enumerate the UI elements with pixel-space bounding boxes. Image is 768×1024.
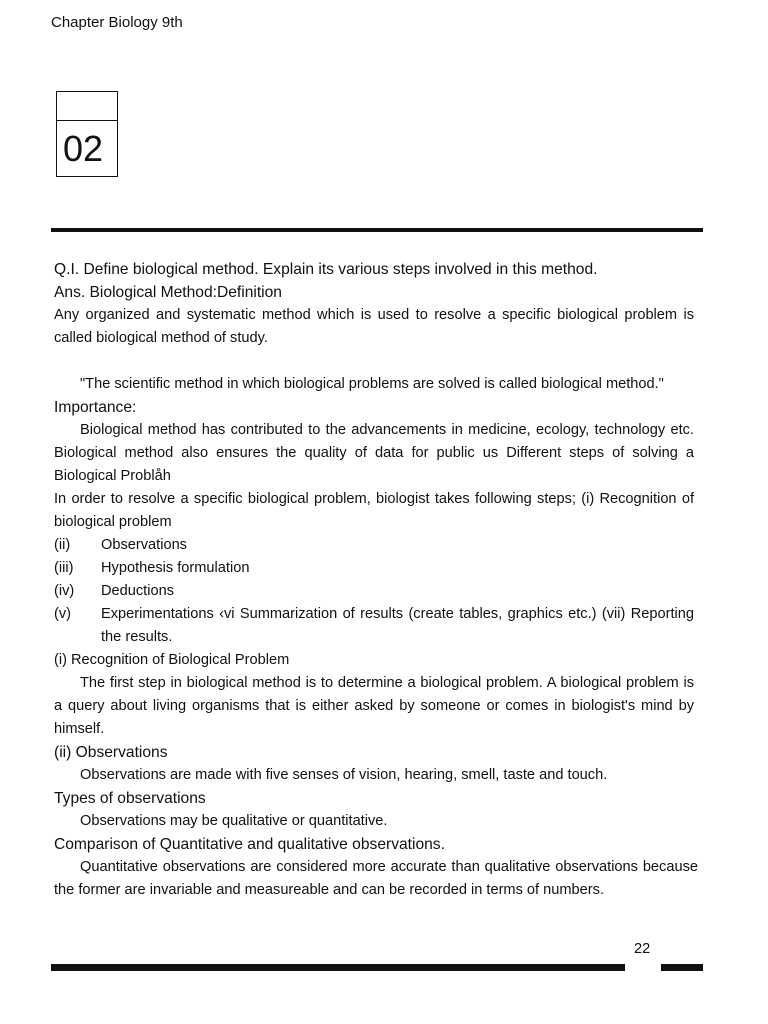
footer-rule-right <box>661 964 703 971</box>
step-label: Observations <box>101 537 187 553</box>
recognition-heading: (i) Recognition of Biological Problem <box>54 652 290 668</box>
step-label: Experimentations ‹vi Summarization of results (create tables, graphics etc.) (vii) Reporting the results. <box>101 606 694 645</box>
spacer <box>54 350 694 373</box>
observations-text: Observations are made with five senses of vision, hearing, smell, taste and touch. <box>80 767 608 783</box>
step-item <box>54 603 694 649</box>
chapter-number-box <box>56 91 118 177</box>
step-number: (iii) <box>54 560 74 576</box>
definition-text: Any organized and systematic method which is used to resolve a specific biological problem is called biological method of study. <box>54 307 694 346</box>
step-number: (v) <box>54 606 72 622</box>
chapter-box-top <box>57 92 117 121</box>
steps-intro: In order to resolve a specific biological problem, biologist takes following steps; (i) Recognition of biological problem <box>54 491 694 530</box>
importance-heading: Importance: <box>54 399 137 416</box>
step-label: Hypothesis formulation <box>101 560 250 576</box>
comparison-heading: Comparison of Quantitative and qualitative observations. <box>54 836 445 853</box>
quote-text: "The scientific method in which biological problems are solved is called biological method." <box>80 376 664 392</box>
page-content <box>54 258 698 902</box>
recognition-text: The first step in biological method is to determine a biological problem. A biological problem is a query about living organisms that is either asked by someone or comes in biologist's mind by himself. <box>54 675 694 737</box>
importance-text: Biological method has contributed to the advancements in medicine, ecology, technology etc. Biological method also ensures the quality of data for public us Different steps of solving a Biological Problåh <box>54 422 694 484</box>
page-header: Chapter Biology 9th <box>51 14 183 31</box>
step-number: (iv) <box>54 583 75 599</box>
footer-rule-left <box>51 964 625 971</box>
observations-heading: (ii) Observations <box>54 744 168 761</box>
answer-heading: Ans. Biological Method:Definition <box>54 284 282 301</box>
header-rule <box>51 228 703 232</box>
question-text: Q.I. Define biological method. Explain its various steps involved in this method. <box>54 261 598 278</box>
step-item <box>54 534 694 557</box>
page-number: 22 <box>634 941 651 957</box>
comparison-text: Quantitative observations are considered more accurate than qualitative observations because the former are invariable and measureable and can be recorded in terms of numbers. <box>54 859 698 898</box>
step-item <box>54 580 694 603</box>
chapter-number: 02 <box>63 128 104 169</box>
types-heading: Types of observations <box>54 790 206 807</box>
step-number: (ii) <box>54 537 71 553</box>
types-text: Observations may be qualitative or quantitative. <box>80 813 388 829</box>
step-item <box>54 557 694 580</box>
step-label: Deductions <box>101 583 175 599</box>
